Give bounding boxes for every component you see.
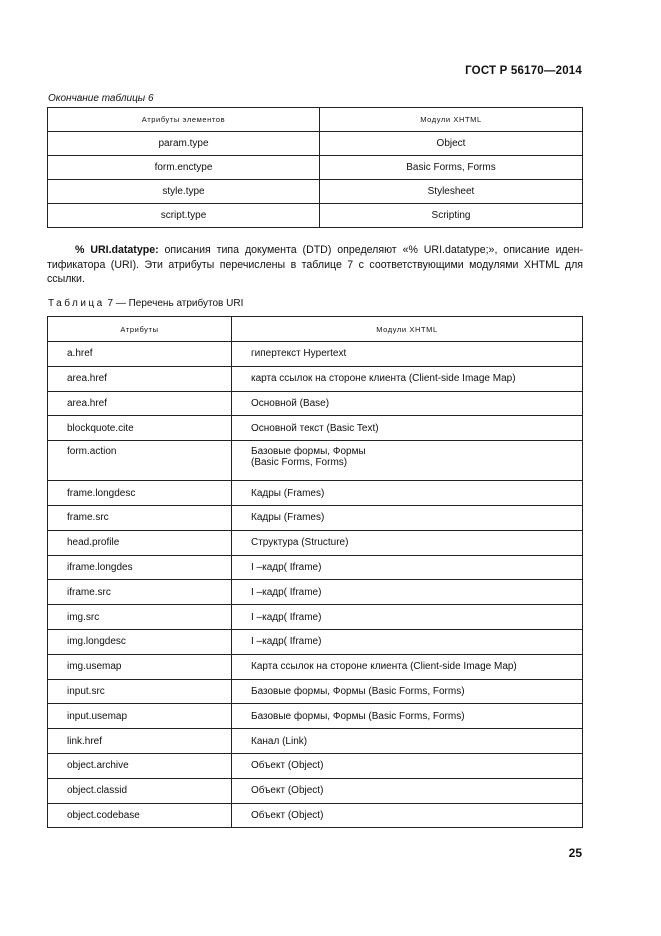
- table7-cell-attr: frame.longdesc: [48, 481, 232, 506]
- table6-cell-attr: form.enctype: [48, 156, 320, 180]
- table7-cell-module: Объект (Object): [232, 778, 583, 803]
- table-row: [48, 778, 583, 803]
- table7-cell-attr: img.longdesc: [48, 629, 232, 654]
- table7-cell-attr: iframe.longdes: [48, 555, 232, 580]
- table-row: [48, 580, 583, 605]
- table-row: [48, 156, 583, 180]
- table-row: [48, 366, 583, 391]
- table-row: [48, 679, 583, 704]
- page-number: 25: [568, 846, 582, 860]
- table7-cell-attr: area.href: [48, 391, 232, 416]
- table7-cell-module: Кадры (Frames): [232, 481, 583, 506]
- paragraph-text: описания типа документа (DTD) определяют «% URI.datatype;», описание идентификатора (URI). Эти атрибуты перечислены в таблице 7 с соответствующими модулями XHTML для ссылки.: [47, 244, 583, 285]
- table-row: [48, 605, 583, 630]
- table7-cell-attr: object.archive: [48, 753, 232, 778]
- table-row: [48, 753, 583, 778]
- table6-cell-attr: script.type: [48, 204, 320, 228]
- table6-cell-module: Basic Forms, Forms: [320, 156, 583, 180]
- module-line-1: Базовые формы, Формы: [251, 446, 366, 458]
- table-row: [48, 132, 583, 156]
- table7-caption: [48, 298, 243, 309]
- table7-cell-module: Объект (Object): [232, 753, 583, 778]
- table-row: [48, 204, 583, 228]
- table7-header-attributes: Атрибуты: [48, 317, 232, 342]
- table6-header-attributes: Атрибуты элементов: [48, 108, 320, 132]
- table-row: [48, 180, 583, 204]
- table6-header-row: [48, 108, 583, 132]
- table7-cell-module: I –кадр( Iframe): [232, 605, 583, 630]
- table-row: [48, 704, 583, 729]
- table7-cell-attr: img.src: [48, 605, 232, 630]
- table7-cell-attr: object.codebase: [48, 803, 232, 828]
- table7-cell-module: I –кадр( Iframe): [232, 580, 583, 605]
- table7-cell-module: Основной текст (Basic Text): [232, 416, 583, 441]
- table7-cell-attr: object.classid: [48, 778, 232, 803]
- table6-cell-module: Stylesheet: [320, 180, 583, 204]
- table7-cell-attr: img.usemap: [48, 654, 232, 679]
- table7-cell-module: I –кадр( Iframe): [232, 555, 583, 580]
- table7-cell-module: Объект (Object): [232, 803, 583, 828]
- module-line-2: (Basic Forms, Forms): [251, 457, 348, 469]
- table-row: [48, 729, 583, 754]
- table6-caption: Окончание таблицы 6: [48, 93, 154, 104]
- table-row: [48, 803, 583, 828]
- table6-cell-attr: style.type: [48, 180, 320, 204]
- table7-cell-module: Кадры (Frames): [232, 505, 583, 530]
- table7-header-modules: Модули XHTML: [232, 317, 583, 342]
- table7-caption-prefix: Таблица: [48, 298, 105, 309]
- table-row: [48, 654, 583, 679]
- table-row: [48, 391, 583, 416]
- table7-cell-attr: frame.src: [48, 505, 232, 530]
- table-row: [48, 629, 583, 654]
- table7-caption-rest: 7 — Перечень атрибутов URI: [104, 298, 244, 309]
- table7-cell-module: Основной (Base): [232, 391, 583, 416]
- table-row: [48, 530, 583, 555]
- table7-cell-attr: head.profile: [48, 530, 232, 555]
- table7-cell-attr: area.href: [48, 366, 232, 391]
- table7-cell-module: Базовые формы, Формы (Basic Forms, Forms): [232, 704, 583, 729]
- table7-cell-attr: form.action: [48, 441, 232, 481]
- table6-cell-module: Scripting: [320, 204, 583, 228]
- table7-cell-attr: a.href: [48, 342, 232, 367]
- table7-cell-attr: blockquote.cite: [48, 416, 232, 441]
- table7: [47, 316, 583, 828]
- standard-code: ГОСТ Р 56170—2014: [465, 65, 582, 77]
- table7-cell-module: I –кадр( Iframe): [232, 629, 583, 654]
- uri-datatype-paragraph: [47, 243, 583, 287]
- table7-cell-module: гипертекст Hypertext: [232, 342, 583, 367]
- table7-cell-attr: input.src: [48, 679, 232, 704]
- table-row: [48, 555, 583, 580]
- table-row: [48, 416, 583, 441]
- table-row: [48, 481, 583, 506]
- table7-header-row: [48, 317, 583, 342]
- table7-cell-module: Структура (Structure): [232, 530, 583, 555]
- table6-header-modules: Модули XHTML: [320, 108, 583, 132]
- table7-cell-attr: iframe.src: [48, 580, 232, 605]
- paragraph-term: % URI.datatype:: [75, 244, 159, 256]
- table-row: [48, 441, 583, 481]
- table-row: [48, 342, 583, 367]
- table6-cell-attr: param.type: [48, 132, 320, 156]
- table7-cell-attr: input.usemap: [48, 704, 232, 729]
- table6-cell-module: Object: [320, 132, 583, 156]
- table7-cell-attr: link.href: [48, 729, 232, 754]
- table7-cell-module: карта ссылок на стороне клиента (Client-side Image Map): [232, 366, 583, 391]
- table6: [47, 107, 583, 228]
- table-row: [48, 505, 583, 530]
- table7-cell-module: [232, 441, 583, 481]
- table7-cell-module: Карта ссылок на стороне клиента (Client-side Image Map): [232, 654, 583, 679]
- table7-cell-module: Канал (Link): [232, 729, 583, 754]
- table7-cell-module: Базовые формы, Формы (Basic Forms, Forms): [232, 679, 583, 704]
